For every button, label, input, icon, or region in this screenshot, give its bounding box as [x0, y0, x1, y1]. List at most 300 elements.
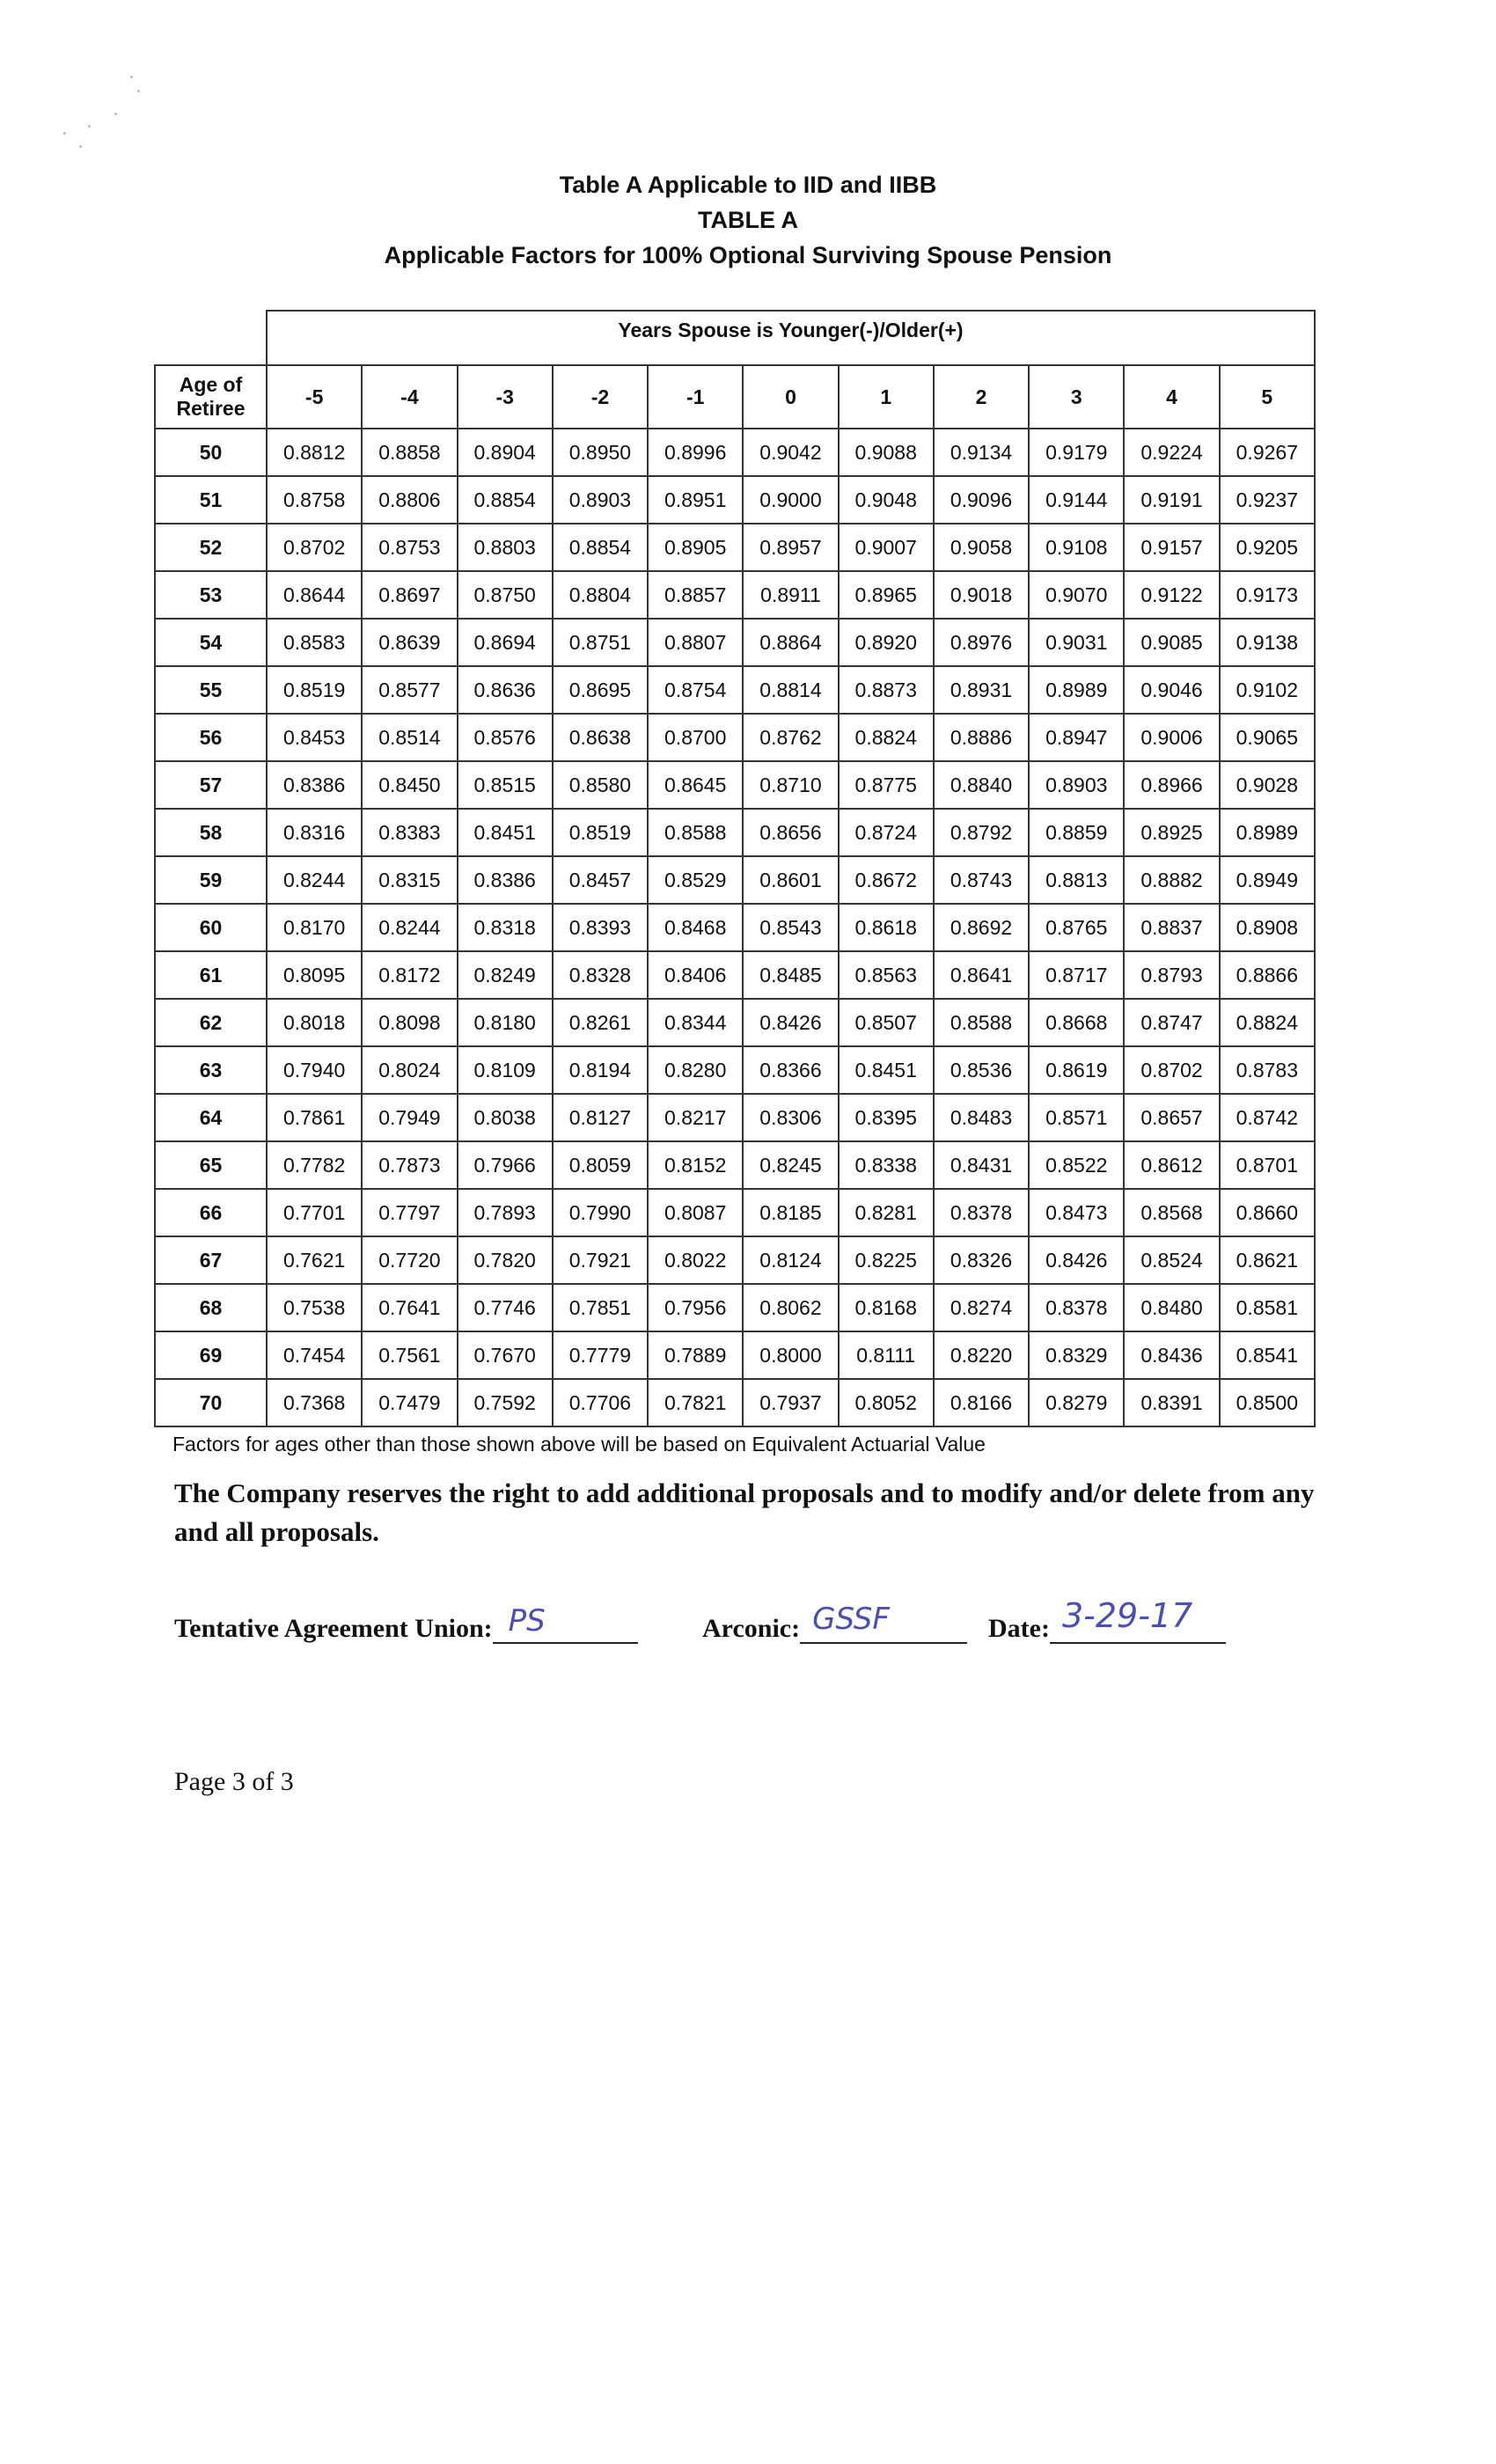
table-row	[155, 666, 1315, 714]
factor-cell: 0.8577	[362, 666, 457, 714]
factor-cell: 0.8783	[1220, 1046, 1315, 1094]
factor-cell: 0.7956	[648, 1284, 743, 1331]
factor-cell: 0.9205	[1220, 524, 1315, 571]
factor-cell: 0.7720	[362, 1236, 457, 1284]
factor-cell: 0.8813	[1029, 856, 1124, 904]
factor-cell: 0.8621	[1220, 1236, 1315, 1284]
factor-cell: 0.8656	[743, 809, 838, 856]
factor-cell: 0.8668	[1029, 999, 1124, 1046]
factor-cell: 0.8180	[458, 999, 553, 1046]
factor-cell: 0.8378	[934, 1189, 1029, 1236]
factor-cell: 0.8700	[648, 714, 743, 761]
factor-cell: 0.8111	[839, 1331, 934, 1379]
union-signature-line	[493, 1603, 638, 1644]
factor-cell: 0.8886	[934, 714, 1029, 761]
factor-cell: 0.8588	[648, 809, 743, 856]
factor-cell: 0.7538	[267, 1284, 362, 1331]
date-value: 3-29-17	[1061, 1596, 1193, 1635]
age-cell: 61	[155, 951, 267, 999]
age-cell: 55	[155, 666, 267, 714]
factor-cell: 0.8710	[743, 761, 838, 809]
column-header-row	[155, 365, 1315, 429]
column-header: 0	[743, 365, 838, 429]
factor-cell: 0.8925	[1124, 809, 1219, 856]
age-cell: 58	[155, 809, 267, 856]
age-cell: 68	[155, 1284, 267, 1331]
factor-cell: 0.8717	[1029, 951, 1124, 999]
factor-cell: 0.8857	[648, 571, 743, 619]
factor-cell: 0.9065	[1220, 714, 1315, 761]
factor-cell: 0.8000	[743, 1331, 838, 1379]
factor-cell: 0.8858	[362, 429, 457, 476]
factor-cell: 0.8920	[839, 619, 934, 666]
factor-cell: 0.8619	[1029, 1046, 1124, 1094]
factor-cell: 0.8507	[839, 999, 934, 1046]
factor-cell: 0.8568	[1124, 1189, 1219, 1236]
factor-cell: 0.8747	[1124, 999, 1219, 1046]
factor-cell: 0.7701	[267, 1189, 362, 1236]
page-number: Page 3 of 3	[174, 1767, 294, 1796]
date-group	[988, 1596, 1226, 1644]
table-row	[155, 1284, 1315, 1331]
factor-cell: 0.8803	[458, 524, 553, 571]
age-cell: 60	[155, 904, 267, 951]
factor-cell: 0.8391	[1124, 1379, 1219, 1426]
column-header: 5	[1220, 365, 1315, 429]
factor-cell: 0.8807	[648, 619, 743, 666]
factor-cell: 0.8098	[362, 999, 457, 1046]
age-cell: 56	[155, 714, 267, 761]
factor-cell: 0.8754	[648, 666, 743, 714]
factor-cell: 0.7797	[362, 1189, 457, 1236]
factor-cell: 0.8657	[1124, 1094, 1219, 1141]
factor-cell: 0.8618	[839, 904, 934, 951]
factor-cell: 0.8514	[362, 714, 457, 761]
factor-cell: 0.8280	[648, 1046, 743, 1094]
factor-cell: 0.8127	[553, 1094, 648, 1141]
table-row	[155, 1379, 1315, 1426]
factor-cell: 0.7889	[648, 1331, 743, 1379]
factor-cell: 0.8903	[553, 476, 648, 524]
factor-cell: 0.8576	[458, 714, 553, 761]
scan-artifact	[53, 70, 158, 150]
factor-cell: 0.7782	[267, 1141, 362, 1189]
factor-cell: 0.8483	[934, 1094, 1029, 1141]
factor-cell: 0.8500	[1220, 1379, 1315, 1426]
factor-cell: 0.8660	[1220, 1189, 1315, 1236]
union-signature: PS	[508, 1603, 546, 1639]
factor-cell: 0.9179	[1029, 429, 1124, 476]
factor-cell: 0.8018	[267, 999, 362, 1046]
factor-cell: 0.8406	[648, 951, 743, 999]
factor-cell: 0.7368	[267, 1379, 362, 1426]
factor-cell: 0.8864	[743, 619, 838, 666]
factor-cell: 0.8450	[362, 761, 457, 809]
factors-table-body	[155, 429, 1315, 1426]
age-cell: 63	[155, 1046, 267, 1094]
factor-cell: 0.7779	[553, 1331, 648, 1379]
factor-cell: 0.8536	[934, 1046, 1029, 1094]
factor-cell: 0.8543	[743, 904, 838, 951]
factor-cell: 0.8697	[362, 571, 457, 619]
factor-cell: 0.8905	[648, 524, 743, 571]
factor-cell: 0.8742	[1220, 1094, 1315, 1141]
age-cell: 59	[155, 856, 267, 904]
factor-cell: 0.9048	[839, 476, 934, 524]
factor-cell: 0.8636	[458, 666, 553, 714]
factor-cell: 0.8344	[648, 999, 743, 1046]
factor-cell: 0.8038	[458, 1094, 553, 1141]
column-header: 3	[1029, 365, 1124, 429]
factor-cell: 0.8426	[1029, 1236, 1124, 1284]
factor-cell: 0.8338	[839, 1141, 934, 1189]
age-cell: 67	[155, 1236, 267, 1284]
factor-cell: 0.8601	[743, 856, 838, 904]
factor-cell: 0.7479	[362, 1379, 457, 1426]
factor-cell: 0.9144	[1029, 476, 1124, 524]
factor-cell: 0.8859	[1029, 809, 1124, 856]
factor-cell: 0.8318	[458, 904, 553, 951]
factor-cell: 0.8957	[743, 524, 838, 571]
factor-cell: 0.9134	[934, 429, 1029, 476]
factor-cell: 0.8249	[458, 951, 553, 999]
factor-cell: 0.8588	[934, 999, 1029, 1046]
factor-cell: 0.8062	[743, 1284, 838, 1331]
factor-cell: 0.8612	[1124, 1141, 1219, 1189]
factor-cell: 0.8951	[648, 476, 743, 524]
factor-cell: 0.8692	[934, 904, 1029, 951]
factor-cell: 0.8814	[743, 666, 838, 714]
factor-cell: 0.8563	[839, 951, 934, 999]
arconic-label: Arconic:	[702, 1614, 801, 1643]
span-header-row	[155, 311, 1315, 365]
years-spouse-header: Years Spouse is Younger(-)/Older(+)	[267, 311, 1315, 365]
factor-cell: 0.9018	[934, 571, 1029, 619]
factor-cell: 0.8743	[934, 856, 1029, 904]
factor-cell: 0.8395	[839, 1094, 934, 1141]
table-row	[155, 951, 1315, 999]
date-label: Date:	[988, 1614, 1050, 1643]
factor-cell: 0.8152	[648, 1141, 743, 1189]
factor-cell: 0.8383	[362, 809, 457, 856]
factor-cell: 0.8750	[458, 571, 553, 619]
factor-cell: 0.8903	[1029, 761, 1124, 809]
factor-cell: 0.8515	[458, 761, 553, 809]
factor-cell: 0.8882	[1124, 856, 1219, 904]
factor-cell: 0.8194	[553, 1046, 648, 1094]
factor-cell: 0.8812	[267, 429, 362, 476]
factor-cell: 0.8217	[648, 1094, 743, 1141]
factor-cell: 0.9096	[934, 476, 1029, 524]
factor-cell: 0.8431	[934, 1141, 1029, 1189]
factor-cell: 0.8329	[1029, 1331, 1124, 1379]
union-signature-group	[174, 1603, 638, 1644]
factor-cell: 0.8109	[458, 1046, 553, 1094]
age-cell: 53	[155, 571, 267, 619]
factor-cell: 0.8976	[934, 619, 1029, 666]
title-line-3: Applicable Factors for 100% Optional Surviving Spouse Pension	[384, 242, 1112, 268]
factor-cell: 0.9031	[1029, 619, 1124, 666]
age-cell: 57	[155, 761, 267, 809]
factor-cell: 0.7966	[458, 1141, 553, 1189]
age-cell: 54	[155, 619, 267, 666]
factor-cell: 0.8989	[1029, 666, 1124, 714]
factor-cell: 0.8792	[934, 809, 1029, 856]
factor-cell: 0.8758	[267, 476, 362, 524]
factor-cell: 0.8762	[743, 714, 838, 761]
factor-cell: 0.8124	[743, 1236, 838, 1284]
factor-cell: 0.8806	[362, 476, 457, 524]
title-block	[0, 167, 1496, 273]
factor-cell: 0.8024	[362, 1046, 457, 1094]
factor-cell: 0.7592	[458, 1379, 553, 1426]
age-cell: 50	[155, 429, 267, 476]
factor-cell: 0.9122	[1124, 571, 1219, 619]
factor-cell: 0.8022	[648, 1236, 743, 1284]
column-header: -5	[267, 365, 362, 429]
factor-cell: 0.8854	[458, 476, 553, 524]
table-row	[155, 714, 1315, 761]
arconic-signature: GSSF	[812, 1602, 890, 1637]
factor-cell: 0.8702	[267, 524, 362, 571]
factor-cell: 0.8279	[1029, 1379, 1124, 1426]
factor-cell: 0.8694	[458, 619, 553, 666]
factor-cell: 0.8172	[362, 951, 457, 999]
factor-cell: 0.8468	[648, 904, 743, 951]
factor-cell: 0.8950	[553, 429, 648, 476]
age-cell: 66	[155, 1189, 267, 1236]
factor-cell: 0.7937	[743, 1379, 838, 1426]
table-row	[155, 809, 1315, 856]
factor-cell: 0.9007	[839, 524, 934, 571]
table-row	[155, 476, 1315, 524]
factor-cell: 0.8166	[934, 1379, 1029, 1426]
column-header: -2	[553, 365, 648, 429]
factor-cell: 0.9000	[743, 476, 838, 524]
factor-cell: 0.9237	[1220, 476, 1315, 524]
factor-cell: 0.8378	[1029, 1284, 1124, 1331]
title-line-1: Table A Applicable to IID and IIBB	[559, 172, 937, 198]
factor-cell: 0.8854	[553, 524, 648, 571]
factor-cell: 0.8052	[839, 1379, 934, 1426]
factor-cell: 0.9085	[1124, 619, 1219, 666]
factor-cell: 0.8840	[934, 761, 1029, 809]
factor-cell: 0.9138	[1220, 619, 1315, 666]
factor-cell: 0.8583	[267, 619, 362, 666]
factor-cell: 0.8701	[1220, 1141, 1315, 1189]
factor-cell: 0.8519	[553, 809, 648, 856]
factor-cell: 0.8457	[553, 856, 648, 904]
factor-cell: 0.8326	[934, 1236, 1029, 1284]
factor-cell: 0.8245	[743, 1141, 838, 1189]
column-header: 4	[1124, 365, 1219, 429]
factor-cell: 0.9173	[1220, 571, 1315, 619]
factor-cell: 0.8316	[267, 809, 362, 856]
factor-cell: 0.7561	[362, 1331, 457, 1379]
table-row	[155, 1094, 1315, 1141]
table-row	[155, 1236, 1315, 1284]
factor-cell: 0.8244	[267, 856, 362, 904]
factor-cell: 0.9224	[1124, 429, 1219, 476]
date-line	[1050, 1596, 1226, 1644]
factor-cell: 0.8824	[839, 714, 934, 761]
table-row	[155, 904, 1315, 951]
factor-cell: 0.8638	[553, 714, 648, 761]
age-cell: 52	[155, 524, 267, 571]
union-label: Tentative Agreement Union:	[174, 1614, 493, 1643]
factor-cell: 0.8225	[839, 1236, 934, 1284]
factor-cell: 0.8281	[839, 1189, 934, 1236]
factor-cell: 0.7940	[267, 1046, 362, 1094]
factor-cell: 0.8059	[553, 1141, 648, 1189]
factor-cell: 0.8947	[1029, 714, 1124, 761]
factor-cell: 0.8904	[458, 429, 553, 476]
factor-cell: 0.8473	[1029, 1189, 1124, 1236]
factor-cell: 0.8386	[458, 856, 553, 904]
table-row	[155, 619, 1315, 666]
factor-cell: 0.8949	[1220, 856, 1315, 904]
factor-cell: 0.9102	[1220, 666, 1315, 714]
factor-cell: 0.7670	[458, 1331, 553, 1379]
factor-cell: 0.8724	[839, 809, 934, 856]
column-header: 2	[934, 365, 1029, 429]
arconic-signature-group	[702, 1602, 967, 1644]
factor-cell: 0.8168	[839, 1284, 934, 1331]
table-row	[155, 761, 1315, 809]
age-cell: 70	[155, 1379, 267, 1426]
factor-cell: 0.8581	[1220, 1284, 1315, 1331]
factor-cell: 0.8793	[1124, 951, 1219, 999]
factor-cell: 0.9267	[1220, 429, 1315, 476]
column-header: -4	[362, 365, 457, 429]
factor-cell: 0.7821	[648, 1379, 743, 1426]
factor-cell: 0.7851	[553, 1284, 648, 1331]
factor-cell: 0.8702	[1124, 1046, 1219, 1094]
factor-cell: 0.8451	[458, 809, 553, 856]
factor-cell: 0.8366	[743, 1046, 838, 1094]
factor-cell: 0.8451	[839, 1046, 934, 1094]
factor-cell: 0.8989	[1220, 809, 1315, 856]
factor-cell: 0.8095	[267, 951, 362, 999]
factor-cell: 0.8220	[934, 1331, 1029, 1379]
factor-cell: 0.8873	[839, 666, 934, 714]
factor-cell: 0.8386	[267, 761, 362, 809]
factor-cell: 0.7746	[458, 1284, 553, 1331]
factor-cell: 0.8672	[839, 856, 934, 904]
blank-corner	[155, 311, 267, 365]
factor-cell: 0.8804	[553, 571, 648, 619]
age-cell: 51	[155, 476, 267, 524]
age-cell: 65	[155, 1141, 267, 1189]
factor-cell: 0.9006	[1124, 714, 1219, 761]
factor-cell: 0.8966	[1124, 761, 1219, 809]
factor-cell: 0.7706	[553, 1379, 648, 1426]
factor-cell: 0.8315	[362, 856, 457, 904]
factor-cell: 0.9058	[934, 524, 1029, 571]
factor-cell: 0.7893	[458, 1189, 553, 1236]
factor-cell: 0.8645	[648, 761, 743, 809]
factor-cell: 0.8480	[1124, 1284, 1219, 1331]
factor-cell: 0.8996	[648, 429, 743, 476]
factor-cell: 0.8426	[743, 999, 838, 1046]
factors-table	[154, 310, 1316, 1427]
column-header: -3	[458, 365, 553, 429]
factor-cell: 0.8695	[553, 666, 648, 714]
factor-cell: 0.8911	[743, 571, 838, 619]
factor-cell: 0.8866	[1220, 951, 1315, 999]
factor-cell: 0.8753	[362, 524, 457, 571]
age-of-retiree-header: Age of Retiree	[155, 365, 267, 429]
factor-cell: 0.8522	[1029, 1141, 1124, 1189]
table-row	[155, 429, 1315, 476]
factor-cell: 0.9088	[839, 429, 934, 476]
factor-cell: 0.8529	[648, 856, 743, 904]
factor-cell: 0.8775	[839, 761, 934, 809]
factor-cell: 0.8485	[743, 951, 838, 999]
factor-cell: 0.8453	[267, 714, 362, 761]
factor-cell: 0.7990	[553, 1189, 648, 1236]
factor-cell: 0.8965	[839, 571, 934, 619]
factor-cell: 0.8328	[553, 951, 648, 999]
table-row	[155, 856, 1315, 904]
title-line-2: TABLE A	[698, 207, 798, 233]
tentative-agreement-line	[174, 1596, 1336, 1663]
factor-cell: 0.9042	[743, 429, 838, 476]
factor-cell: 0.8306	[743, 1094, 838, 1141]
age-cell: 64	[155, 1094, 267, 1141]
table-row	[155, 571, 1315, 619]
factor-cell: 0.8524	[1124, 1236, 1219, 1284]
factor-cell: 0.8765	[1029, 904, 1124, 951]
age-cell: 62	[155, 999, 267, 1046]
factor-cell: 0.8571	[1029, 1094, 1124, 1141]
table-row	[155, 524, 1315, 571]
factor-cell: 0.7949	[362, 1094, 457, 1141]
factor-cell: 0.9046	[1124, 666, 1219, 714]
table-row	[155, 999, 1315, 1046]
factor-cell: 0.8751	[553, 619, 648, 666]
table-row	[155, 1141, 1315, 1189]
factor-cell: 0.8170	[267, 904, 362, 951]
factor-cell: 0.7873	[362, 1141, 457, 1189]
factor-cell: 0.7641	[362, 1284, 457, 1331]
factor-cell: 0.7820	[458, 1236, 553, 1284]
age-cell: 69	[155, 1331, 267, 1379]
factor-cell: 0.9191	[1124, 476, 1219, 524]
factor-cell: 0.7454	[267, 1331, 362, 1379]
factor-cell: 0.8261	[553, 999, 648, 1046]
table-row	[155, 1331, 1315, 1379]
factor-cell: 0.8931	[934, 666, 1029, 714]
factor-cell: 0.8837	[1124, 904, 1219, 951]
arconic-signature-line	[800, 1602, 967, 1644]
column-header: 1	[839, 365, 934, 429]
column-header: -1	[648, 365, 743, 429]
factor-cell: 0.9070	[1029, 571, 1124, 619]
factor-cell: 0.8644	[267, 571, 362, 619]
factor-cell: 0.8824	[1220, 999, 1315, 1046]
footnote: Factors for ages other than those shown above will be based on Equivalent Actuarial Value	[172, 1433, 986, 1456]
reserve-rights-statement: The Company reserves the right to add additional proposals and to modify and/or delete from any and all proposals.	[174, 1478, 1315, 1547]
factor-cell: 0.7921	[553, 1236, 648, 1284]
table-row	[155, 1189, 1315, 1236]
factor-cell: 0.9108	[1029, 524, 1124, 571]
factor-cell: 0.8244	[362, 904, 457, 951]
factor-cell: 0.8519	[267, 666, 362, 714]
factor-cell: 0.8580	[553, 761, 648, 809]
factor-cell: 0.8641	[934, 951, 1029, 999]
factor-cell: 0.8274	[934, 1284, 1029, 1331]
